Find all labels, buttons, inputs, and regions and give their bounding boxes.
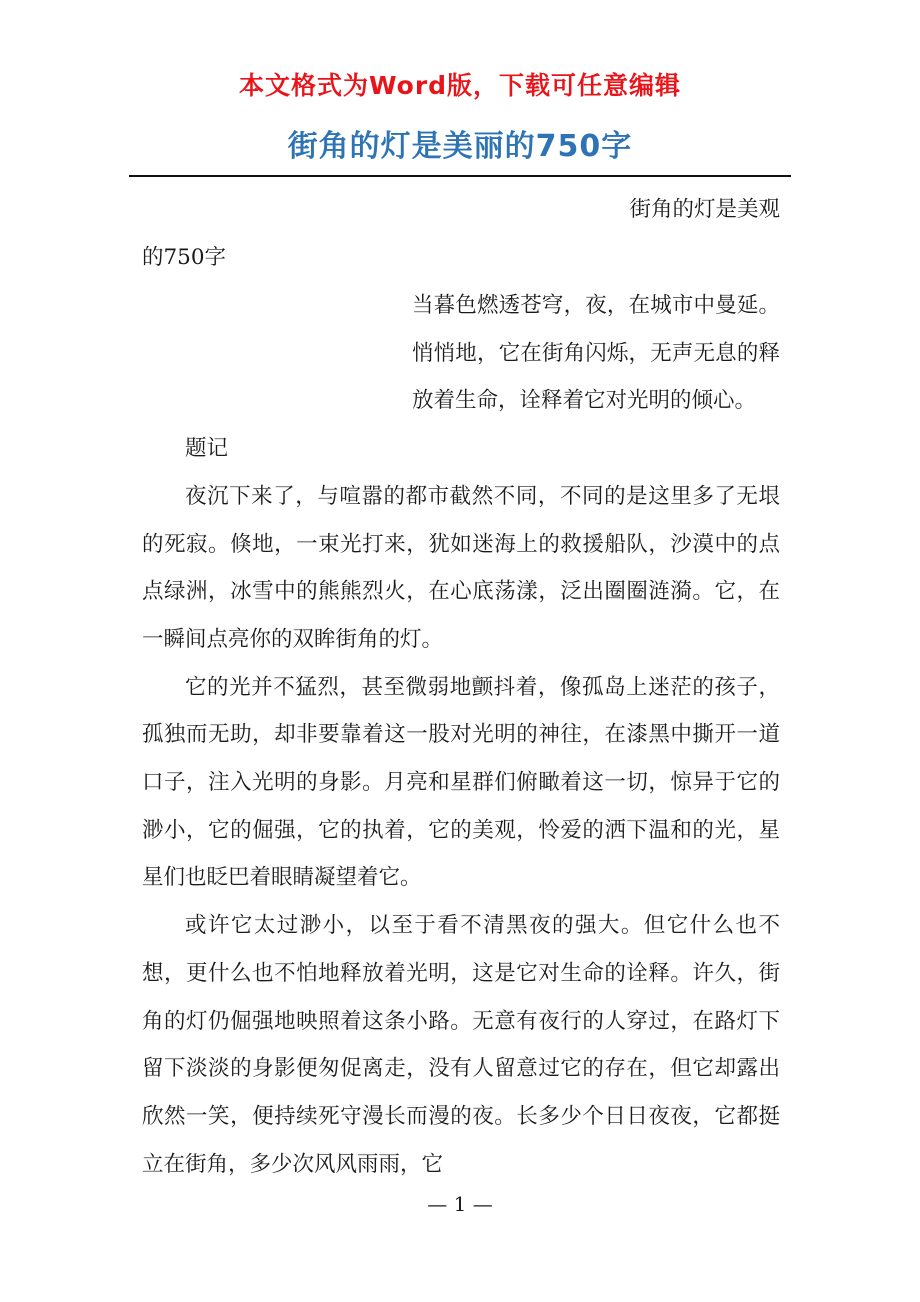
header-divider [129, 175, 791, 177]
doc-heading-line-1: 街角的灯是美观 [629, 197, 780, 222]
page-number: — 1 — [427, 1192, 493, 1216]
document-paragraphs [142, 282, 780, 1188]
paragraph-1-lead [142, 282, 780, 425]
paragraph-epigraph-label: 题记 [185, 436, 229, 462]
paragraph-3: 它的光并不猛烈，甚至微弱地颤抖着，像孤岛上迷茫的孩子，孤独而无助，却非要靠着这一股对光明的神往，在漆黑中撕开一道口子，注入光明的身影。月亮和星群们俯瞰着这一切，惊异于它的渺小，它的倔强，它的执着，它的美观，怜爱的洒下温和的光，星星们也眨巴着眼睛凝望着它。 [142, 674, 780, 891]
paragraph-4: 或许它太过渺小，以至于看不清黑夜的强大。但它什么也不想，更什么也不怕地释放着光明，这是它对生命的诠释。许久，街角的灯仍倔强地映照着这条小路。无意有夜行的人穿过，在路灯下留下淡淡的身影便匆促离走，没有人留意过它的存在，但它却露出欣然一笑，便持续死守漫长而漫的夜。长多少个日日夜夜，它都挺立在街角，多少次风风雨雨，它 [142, 913, 780, 1177]
doc-heading-line-2: 的750字 [142, 244, 227, 270]
document-body [142, 186, 780, 281]
paragraph-1-text: 当暮色燃透苍穹，夜，在城市中曼延。悄悄地，它在街角闪烁，无声无息的释放着生命，诠释着它对光明的倾心。 [412, 293, 780, 414]
download-banner: 本文格式为Word版，下载可任意编辑 [238, 71, 682, 100]
document-title: 街角的灯是美丽的750字 [287, 129, 633, 164]
paragraph-2: 夜沉下来了，与喧嚣的都市截然不同，不同的是这里多了无垠的死寂。倏地，一束光打来，犹如迷海上的救援船队，沙漠中的点点绿洲，冰雪中的熊熊烈火，在心底荡漾，泛出圈圈涟漪。它，在一瞬间点亮你的双眸街角的灯。 [142, 483, 780, 652]
